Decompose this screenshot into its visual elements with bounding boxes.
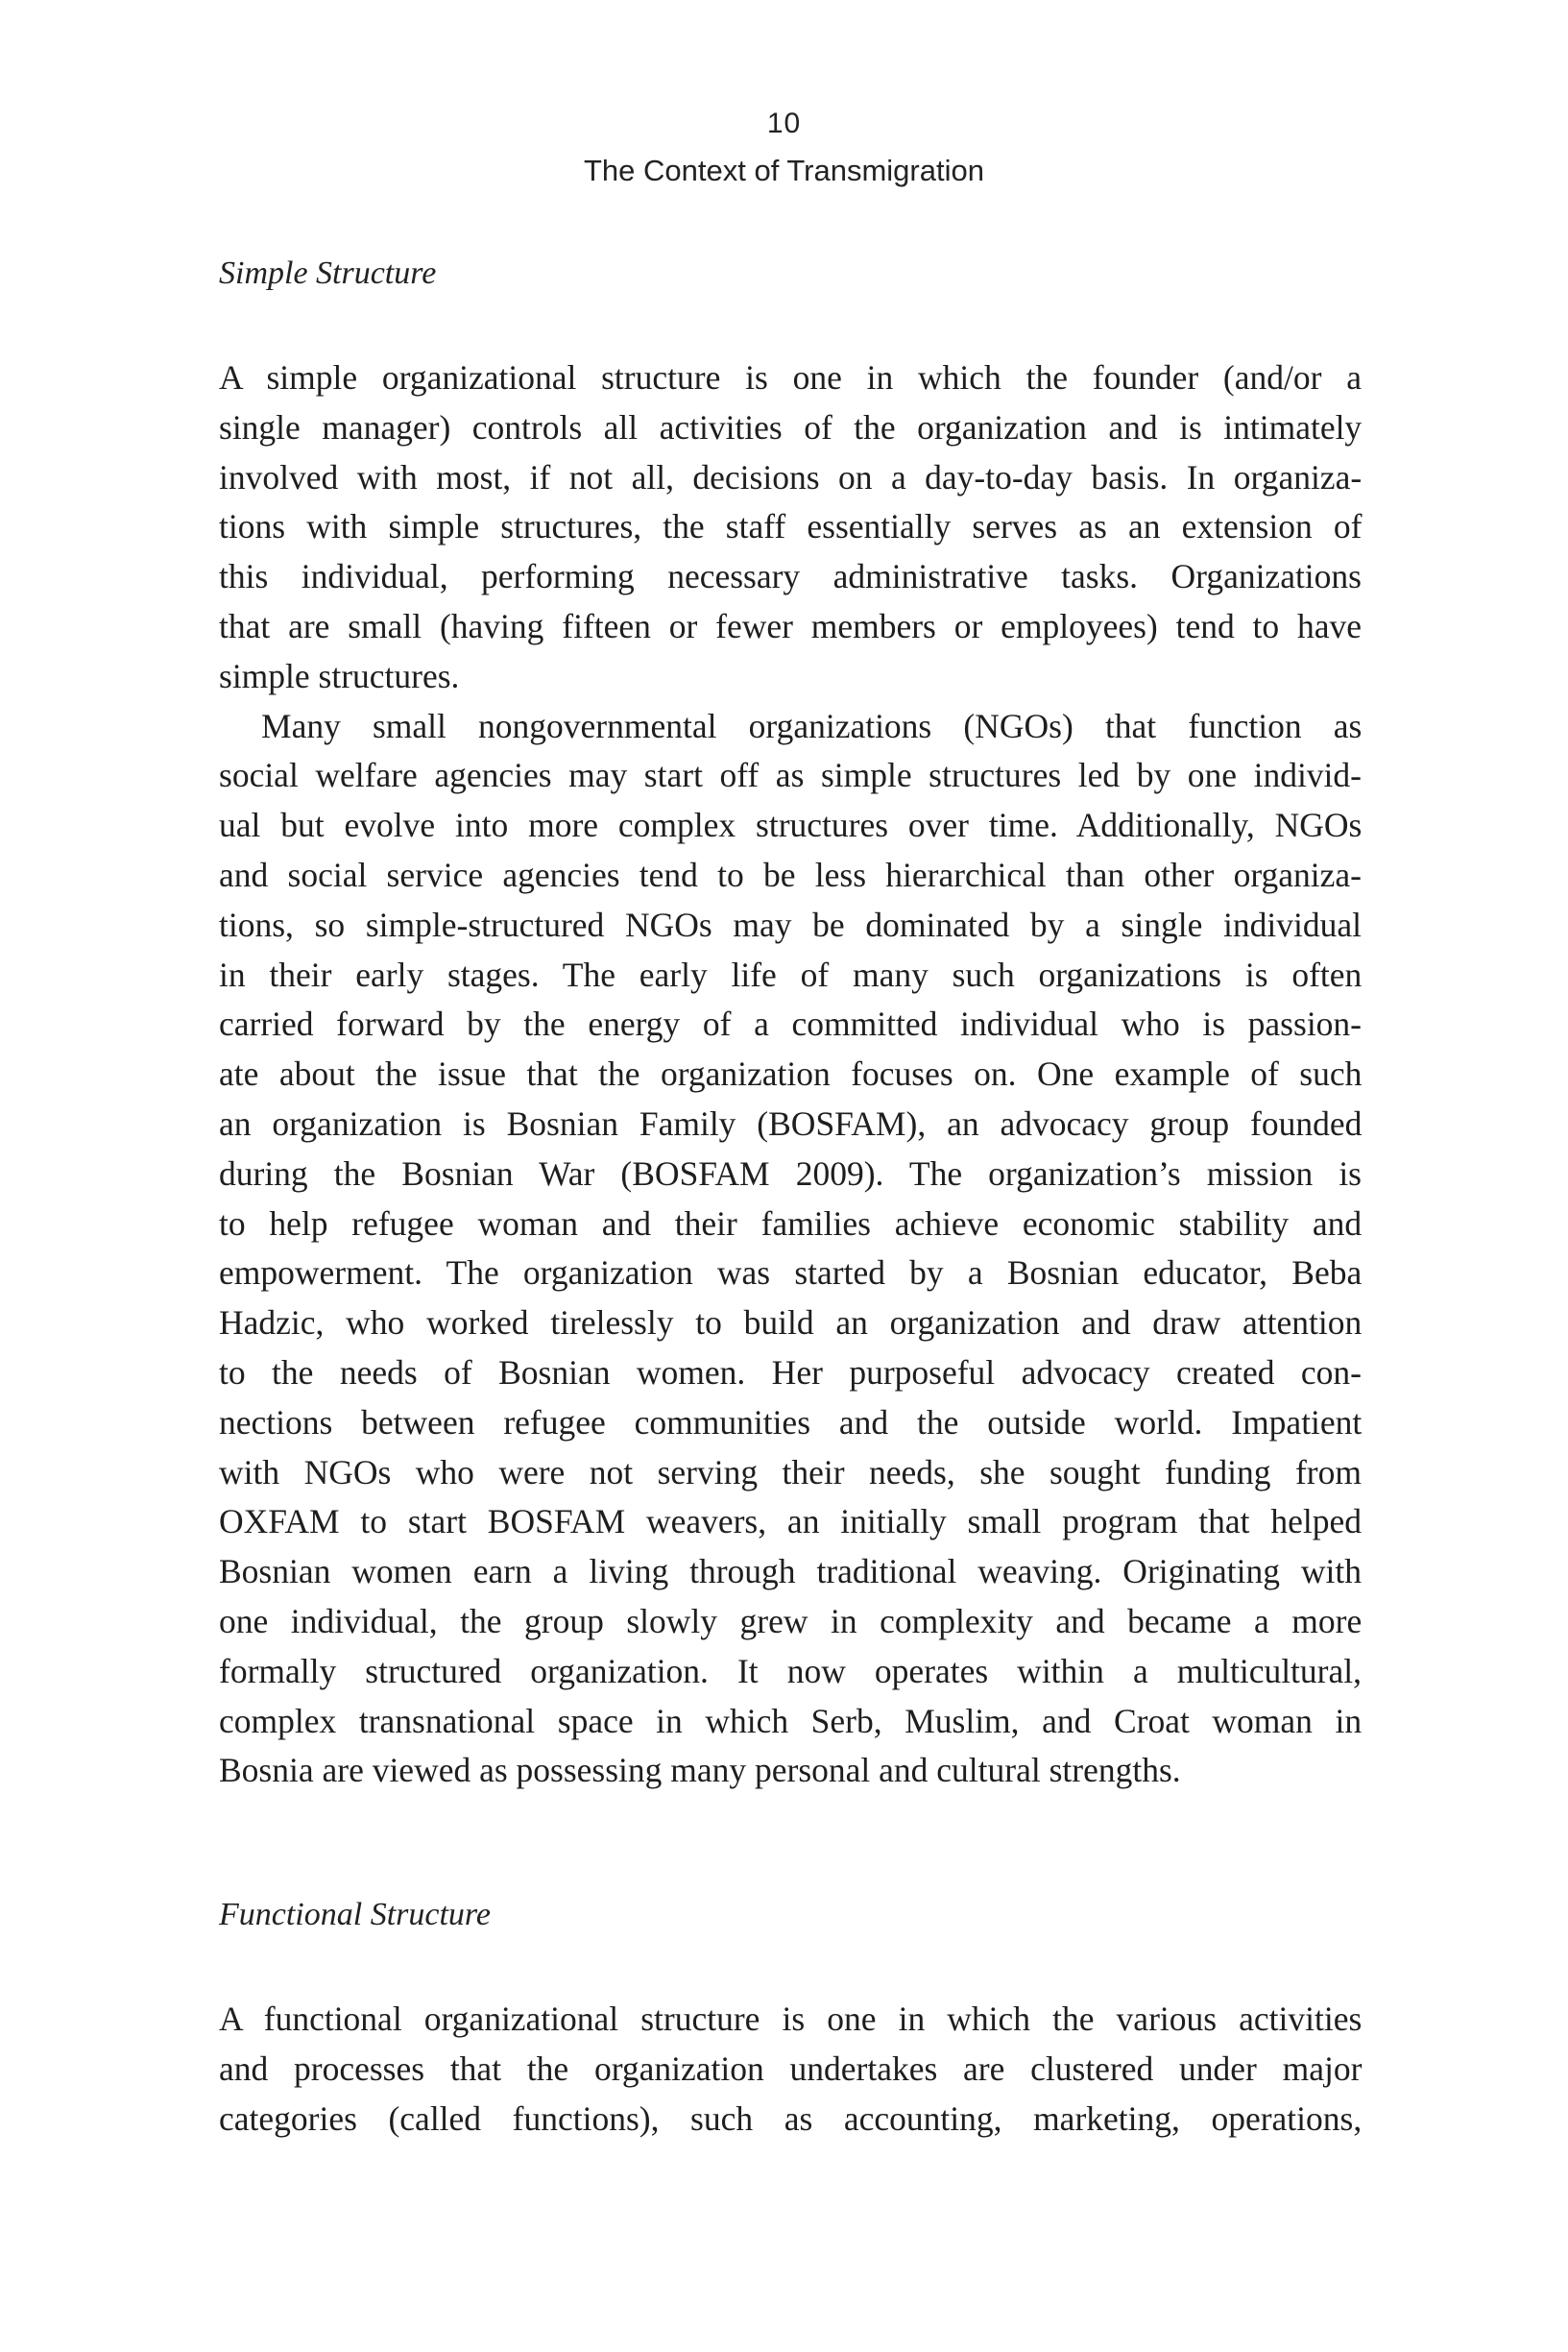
text-line: in their early stages. The early life of many such organizations is often <box>219 955 1363 994</box>
text-line: to the needs of Bosnian women. Her purposeful advocacy created con- <box>219 1353 1362 1392</box>
text-line: Hadzic, who worked tirelessly to build an organization and draw attention <box>219 1303 1363 1343</box>
text-line: Bosnia are viewed as possessing many personal and cultural strengths. <box>219 1751 1181 1790</box>
section-heading: Functional Structure <box>219 1897 491 1932</box>
text-line: social welfare agencies may start off as simple structures led by one individ- <box>219 756 1362 795</box>
text-line: ate about the issue that the organization focuses on. One example of such <box>219 1055 1363 1094</box>
text-line: complex transnational space in which Serb, Muslim, and Croat woman in <box>219 1701 1363 1740</box>
text-line: single manager) controls all activities of the organization and is intimately <box>219 407 1363 447</box>
text-line: A simple organizational structure is one in which the founder (and/or a <box>219 358 1362 397</box>
text-line: empowerment. The organization was started by a Bosnian educator, Beba <box>219 1253 1363 1293</box>
text-line: tions, so simple-structured NGOs may be dominated by a single individual <box>219 905 1362 944</box>
section-heading: Simple Structure <box>219 255 437 291</box>
text-line: during the Bosnian War (BOSFAM 2009). The organization’s mission is <box>219 1153 1362 1193</box>
text-line: OXFAM to start BOSFAM weavers, an initially small program that helped <box>219 1502 1362 1541</box>
text-line: Many small nongovernmental organizations (NGOs) that function as <box>261 706 1363 745</box>
text-line: tions with simple structures, the staff essentially serves as an extension of <box>219 507 1363 546</box>
text-line: ual but evolve into more complex structures over time. Additionally, NGOs <box>219 806 1363 845</box>
text-line: nections between refugee communities and the outside world. Impatient <box>219 1402 1363 1442</box>
text-line: to help refugee woman and their families achieve economic stability and <box>219 1203 1363 1243</box>
text-line: this individual, performing necessary administrative tasks. Organizations <box>219 557 1362 596</box>
text-line: simple structures. <box>219 656 460 695</box>
text-line: that are small (having fifteen or fewer members or employees) tend to have <box>219 607 1362 645</box>
page-number: 10 <box>766 108 802 139</box>
text-line: one individual, the group slowly grew in complexity and became a more <box>219 1602 1363 1640</box>
running-title: The Context of Transmigration <box>584 154 984 187</box>
text-line: categories (called functions), such as accounting, marketing, operations, <box>219 2098 1363 2138</box>
text-line: carried forward by the energy of a committed individual who is passion- <box>219 1005 1362 1044</box>
text-line: A functional organizational structure is one in which the various activities <box>219 2000 1363 2038</box>
text-line: Bosnian women earn a living through traditional weaving. Originating with <box>219 1552 1362 1591</box>
text-line: and social service agencies tend to be less hierarchical than other organiza- <box>219 856 1362 894</box>
text-line: an organization is Bosnian Family (BOSFAM), an advocacy group founded <box>219 1104 1363 1143</box>
text-line: involved with most, if not all, decisions on a day-to-day basis. In organiza- <box>219 457 1363 497</box>
text-line: formally structured organization. It now operates within a multicultural, <box>219 1651 1362 1690</box>
text-line: with NGOs who were not serving their needs, she sought funding from <box>219 1452 1362 1491</box>
text-line: and processes that the organization undertakes are clustered under major <box>219 2049 1363 2088</box>
